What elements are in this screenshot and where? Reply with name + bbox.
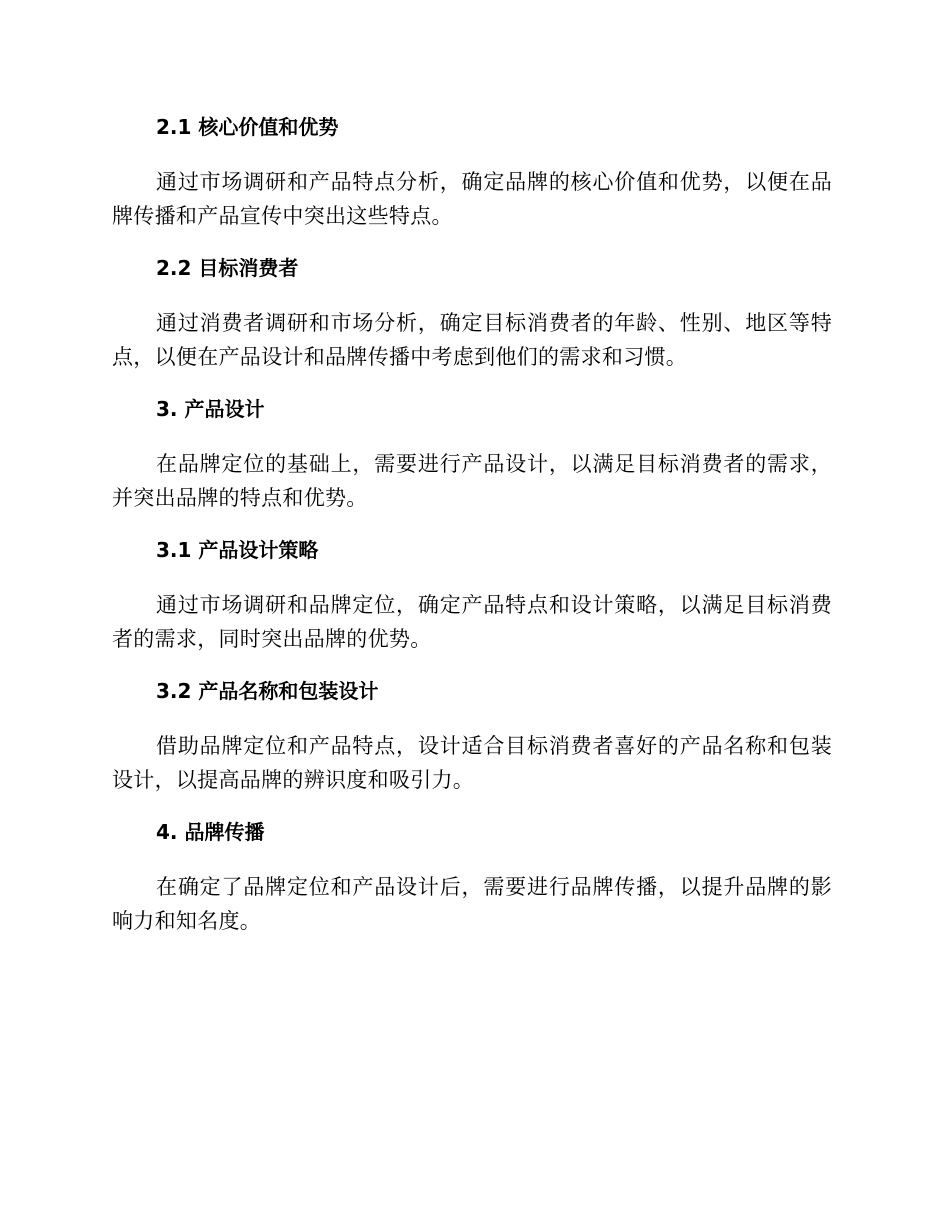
section-paragraph-2-1: 通过市场调研和产品特点分析，确定品牌的核心价值和优势，以便在品牌传播和产品宣传中突出这些特点。: [112, 170, 832, 228]
section-heading-3-2: 3.2 产品名称和包装设计: [156, 679, 379, 703]
section-paragraph-3-2: 借助品牌定位和产品特点，设计适合目标消费者喜好的产品名称和包装设计，以提高品牌的辨识度和吸引力。: [112, 734, 832, 792]
section-paragraph-3: 在品牌定位的基础上，需要进行产品设计，以满足目标消费者的需求，并突出品牌的特点和优势。: [112, 452, 832, 510]
section-paragraph-2-2: 通过消费者调研和市场分析，确定目标消费者的年龄、性别、地区等特点，以便在产品设计和品牌传播中考虑到他们的需求和习惯。: [112, 311, 832, 369]
document-body: [112, 112, 832, 938]
section-heading-2-1: 2.1 核心价值和优势: [156, 115, 339, 139]
section-paragraph-3-1: 通过市场调研和品牌定位，确定产品特点和设计策略，以满足目标消费者的需求，同时突出品牌的优势。: [112, 593, 832, 651]
section-heading-3: 3. 产品设计: [156, 397, 265, 421]
section-heading-4: 4. 品牌传播: [156, 820, 265, 844]
section-heading-3-1: 3.1 产品设计策略: [156, 538, 319, 562]
section-paragraph-4: 在确定了品牌定位和产品设计后，需要进行品牌传播，以提升品牌的影响力和知名度。: [112, 875, 832, 933]
section-heading-2-2: 2.2 目标消费者: [156, 256, 299, 280]
